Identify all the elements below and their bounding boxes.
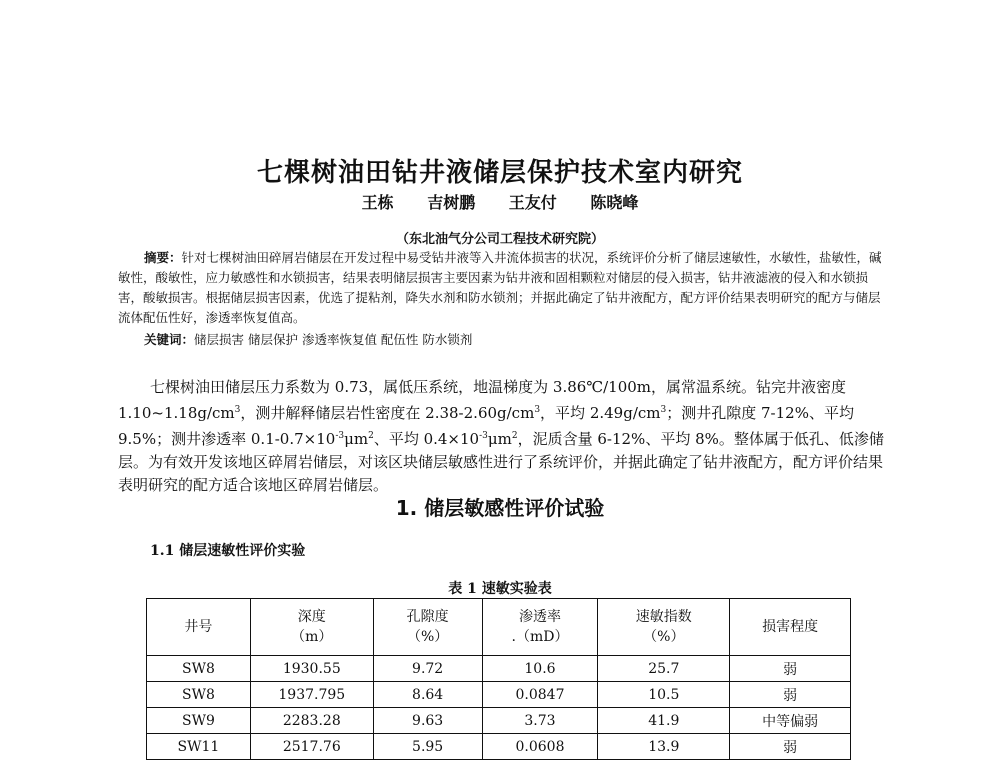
cell-porosity: 9.72 <box>373 656 482 682</box>
header-well-number: 井号 <box>147 599 251 656</box>
cell-well: SW8 <box>147 682 251 708</box>
intro-paragraph <box>118 376 888 497</box>
affiliation: （东北油气分公司工程技术研究院） <box>395 232 604 247</box>
superscript: -3 <box>335 431 345 441</box>
cell-index: 25.7 <box>598 656 730 682</box>
header-porosity: 孔隙度 （%） <box>373 599 482 656</box>
keywords-text: 储层损害 储层保护 渗透率恢复值 配伍性 防水锁剂 <box>194 332 473 347</box>
superscript: -3 <box>479 431 488 441</box>
cell-depth: 2283.28 <box>250 708 373 734</box>
cell-permeability: 0.0847 <box>482 682 598 708</box>
author-list <box>0 190 1000 213</box>
cell-damage: 弱 <box>730 734 851 760</box>
cell-depth: 1937.795 <box>250 682 373 708</box>
intro-text: ，平均 2.49g/cm <box>540 404 661 422</box>
table-caption: 表 1 速敏实验表 <box>448 581 552 597</box>
superscript: 2 <box>368 431 374 441</box>
author-name: 吉树鹏 <box>427 193 476 212</box>
subsection-heading: 1.1 储层速敏性评价实验 <box>150 543 306 559</box>
intro-text: ，泥质含量 6-12%、平均 8%。整体属于低孔、低渗储层。为有效开发该地区碎屑岩储层，对该区块储层敏感性进行了系统评价，并据此确定了钻井液配方，配方评价结果表明研究的配方适合该地区碎屑岩储层。 <box>118 430 884 494</box>
section-heading: 1. 储层敏感性评价试验 <box>395 496 605 520</box>
cell-depth: 2517.76 <box>250 734 373 760</box>
author-name: 王栋 <box>361 193 394 212</box>
cell-well: SW11 <box>147 734 251 760</box>
table-row <box>147 708 851 734</box>
header-damage-degree: 损害程度 <box>730 599 851 656</box>
table-row <box>147 656 851 682</box>
author-name: 王友付 <box>508 193 557 212</box>
header-depth: 深度 （m） <box>250 599 373 656</box>
cell-index: 13.9 <box>598 734 730 760</box>
cell-index: 10.5 <box>598 682 730 708</box>
intro-text: 、平均 0.4×10 <box>373 430 480 448</box>
intro-text: μm <box>344 430 369 448</box>
intro-text: 七棵树油田储层压力系数为 0.73，属低压系统，地温梯度为 3.86℃/100m，属常温系统。钻完井液密度 1.10~1.18g/cm <box>118 378 847 422</box>
cell-permeability: 3.73 <box>482 708 598 734</box>
cell-porosity: 5.95 <box>373 734 482 760</box>
velocity-sensitivity-table <box>146 598 851 760</box>
cell-damage: 中等偏弱 <box>730 708 851 734</box>
superscript: 2 <box>511 431 518 441</box>
paper-title: 七棵树油田钻井液储层保护技术室内研究 <box>256 158 743 188</box>
header-sensitivity-index: 速敏指数 （%） <box>598 599 730 656</box>
header-permeability: 渗透率 .（mD） <box>482 599 598 656</box>
superscript: 3 <box>534 405 541 415</box>
abstract <box>118 248 888 328</box>
cell-permeability: 0.0608 <box>482 734 598 760</box>
intro-text: ，测井解释储层岩性密度在 2.38-2.60g/cm <box>240 404 535 422</box>
cell-damage: 弱 <box>730 656 851 682</box>
cell-depth: 1930.55 <box>250 656 373 682</box>
keywords-label: 关键词： <box>144 332 195 347</box>
cell-well: SW9 <box>147 708 251 734</box>
superscript: 3 <box>660 405 667 415</box>
superscript: 3 <box>234 405 241 415</box>
keywords <box>144 330 884 350</box>
cell-porosity: 9.63 <box>373 708 482 734</box>
abstract-label: 摘要： <box>144 250 182 265</box>
cell-damage: 弱 <box>730 682 851 708</box>
abstract-text: 针对七棵树油田碎屑岩储层在开发过程中易受钻井液等入井流体损害的状况，系统评价分析了储层速敏性，水敏性，盐敏性，碱敏性，酸敏性，应力敏感性和水锁损害，结果表明储层损害主要因素为钻井液和固相颗粒对储层的侵入损害，钻井液滤液的侵入和水锁损害，酸敏损害。根据储层损害因素，优选了提粘剂，降失水剂和防水锁剂；并据此确定了钻井液配方，配方评价结果表明研究的配方与储层流体配伍性好，渗透率恢复值高。 <box>118 250 882 325</box>
cell-index: 41.9 <box>598 708 730 734</box>
table-row <box>147 734 851 760</box>
table-header-row <box>147 599 851 656</box>
author-name: 陈晓峰 <box>590 193 639 212</box>
table-row <box>147 682 851 708</box>
cell-porosity: 8.64 <box>373 682 482 708</box>
cell-permeability: 10.6 <box>482 656 598 682</box>
intro-text: ；测井孔隙度 7-12%、平均 9.5%；测井渗透率 0.1-0.7×10 <box>118 404 854 448</box>
intro-text: μm <box>487 430 512 448</box>
cell-well: SW8 <box>147 656 251 682</box>
